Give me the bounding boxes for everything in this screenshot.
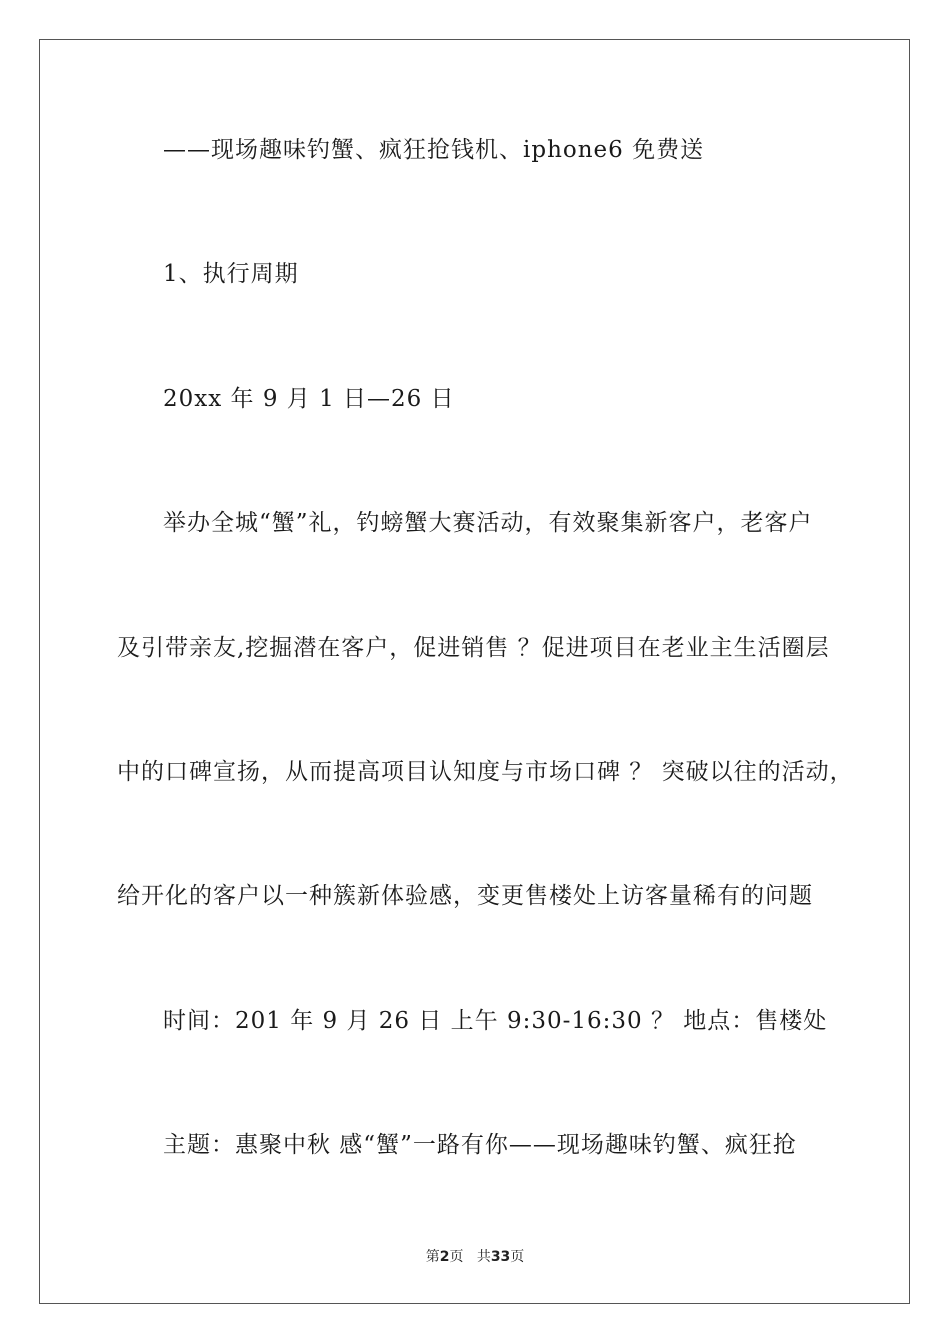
paragraph-line: 及引带亲友,挖掘潜在客户，促进销售 ？促进项目在老业主生活圈层	[117, 635, 830, 661]
paragraph-line: 中的口碑宣扬，从而提高项目认知度与市场口碑 ？ 突破以往的活动，	[117, 759, 854, 785]
total-suffix: 页	[510, 1249, 525, 1265]
total-prefix: 共	[476, 1249, 491, 1265]
page-border	[39, 39, 910, 1304]
section-heading-execution-period: 1、执行周期	[163, 261, 299, 287]
date-range-line: 20xx 年 9 月 1 日—26 日	[163, 386, 455, 412]
page-prefix: 第	[425, 1249, 440, 1265]
paragraph-line: 给开化的客户以一种簇新体验感，变更售楼处上访客量稀有的问题	[117, 883, 813, 909]
page-footer	[0, 1247, 950, 1267]
total-pages: 33	[490, 1249, 511, 1265]
page-number: 2	[439, 1249, 450, 1265]
paragraph-line: 举办全城“蟹”礼，钓螃蟹大赛活动，有效聚集新客户，老客户	[163, 510, 813, 536]
theme-line: 主题：惠聚中秋 感“蟹”一路有你——现场趣味钓蟹、疯狂抢	[163, 1132, 797, 1158]
subtitle-line: ——现场趣味钓蟹、疯狂抢钱机、iphone6 免费送	[163, 137, 705, 163]
page-suffix: 页	[449, 1249, 464, 1265]
time-location-line: 时间：201 年 9 月 26 日 上午 9:30-16:30 ？ 地点：售楼处	[163, 1008, 828, 1034]
